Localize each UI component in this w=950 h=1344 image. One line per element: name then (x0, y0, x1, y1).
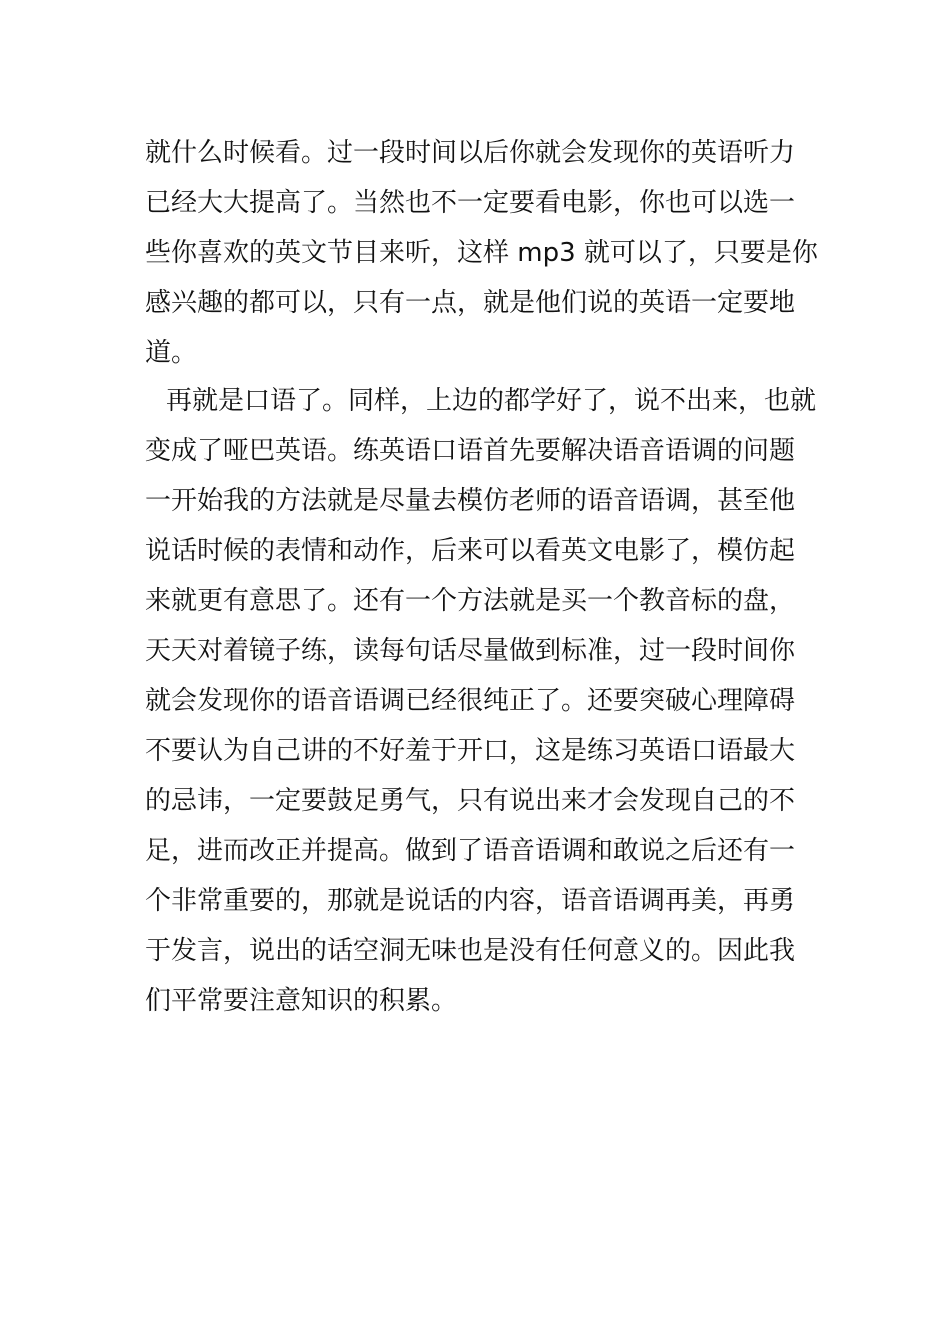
paragraph-2-line: 变成了哑巴英语。练英语口语首先要解决语音语调的问题 (145, 436, 796, 466)
paragraph-2-line: 于发言，说出的话空洞无味也是没有任何意义的。因此我 (145, 936, 796, 966)
paragraph-2-line: 就会发现你的语音语调已经很纯正了。还要突破心理障碍 (145, 686, 796, 716)
paragraph-1-line: 已经大大提高了。当然也不一定要看电影，你也可以选一 (145, 188, 796, 218)
paragraph-1-line: 就什么时候看。过一段时间以后你就会发现你的英语听力 (145, 138, 796, 168)
paragraph-2-line: 们平常要注意知识的积累。 (145, 986, 458, 1016)
paragraph-2-line: 一开始我的方法就是尽量去模仿老师的语音语调，甚至他 (145, 486, 796, 516)
paragraph-2-line: 来就更有意思了。还有一个方法就是买一个教音标的盘， (145, 586, 796, 616)
paragraph-1-line: 些你喜欢的英文节目来听，这样 mp3 就可以了，只要是你 (145, 238, 818, 268)
paragraph-2-line: 不要认为自己讲的不好羞于开口，这是练习英语口语最大 (145, 736, 796, 766)
paragraph-2-line: 再就是口语了。同样，上边的都学好了，说不出来，也就 (166, 386, 817, 416)
paragraph-2-line: 说话时候的表情和动作，后来可以看英文电影了，模仿起 (145, 536, 796, 566)
paragraph-2-line: 个非常重要的，那就是说话的内容，语音语调再美，再勇 (145, 886, 796, 916)
paragraph-1-line: 感兴趣的都可以，只有一点，就是他们说的英语一定要地 (145, 288, 796, 318)
paragraph-2-line: 天天对着镜子练，读每句话尽量做到标准，过一段时间你 (145, 636, 796, 666)
paragraph-2-line: 的忌讳，一定要鼓足勇气，只有说出来才会发现自己的不 (145, 786, 796, 816)
paragraph-2-line: 足，进而改正并提高。做到了语音语调和敢说之后还有一 (145, 836, 796, 866)
paragraph-1-line: 道。 (145, 338, 198, 368)
